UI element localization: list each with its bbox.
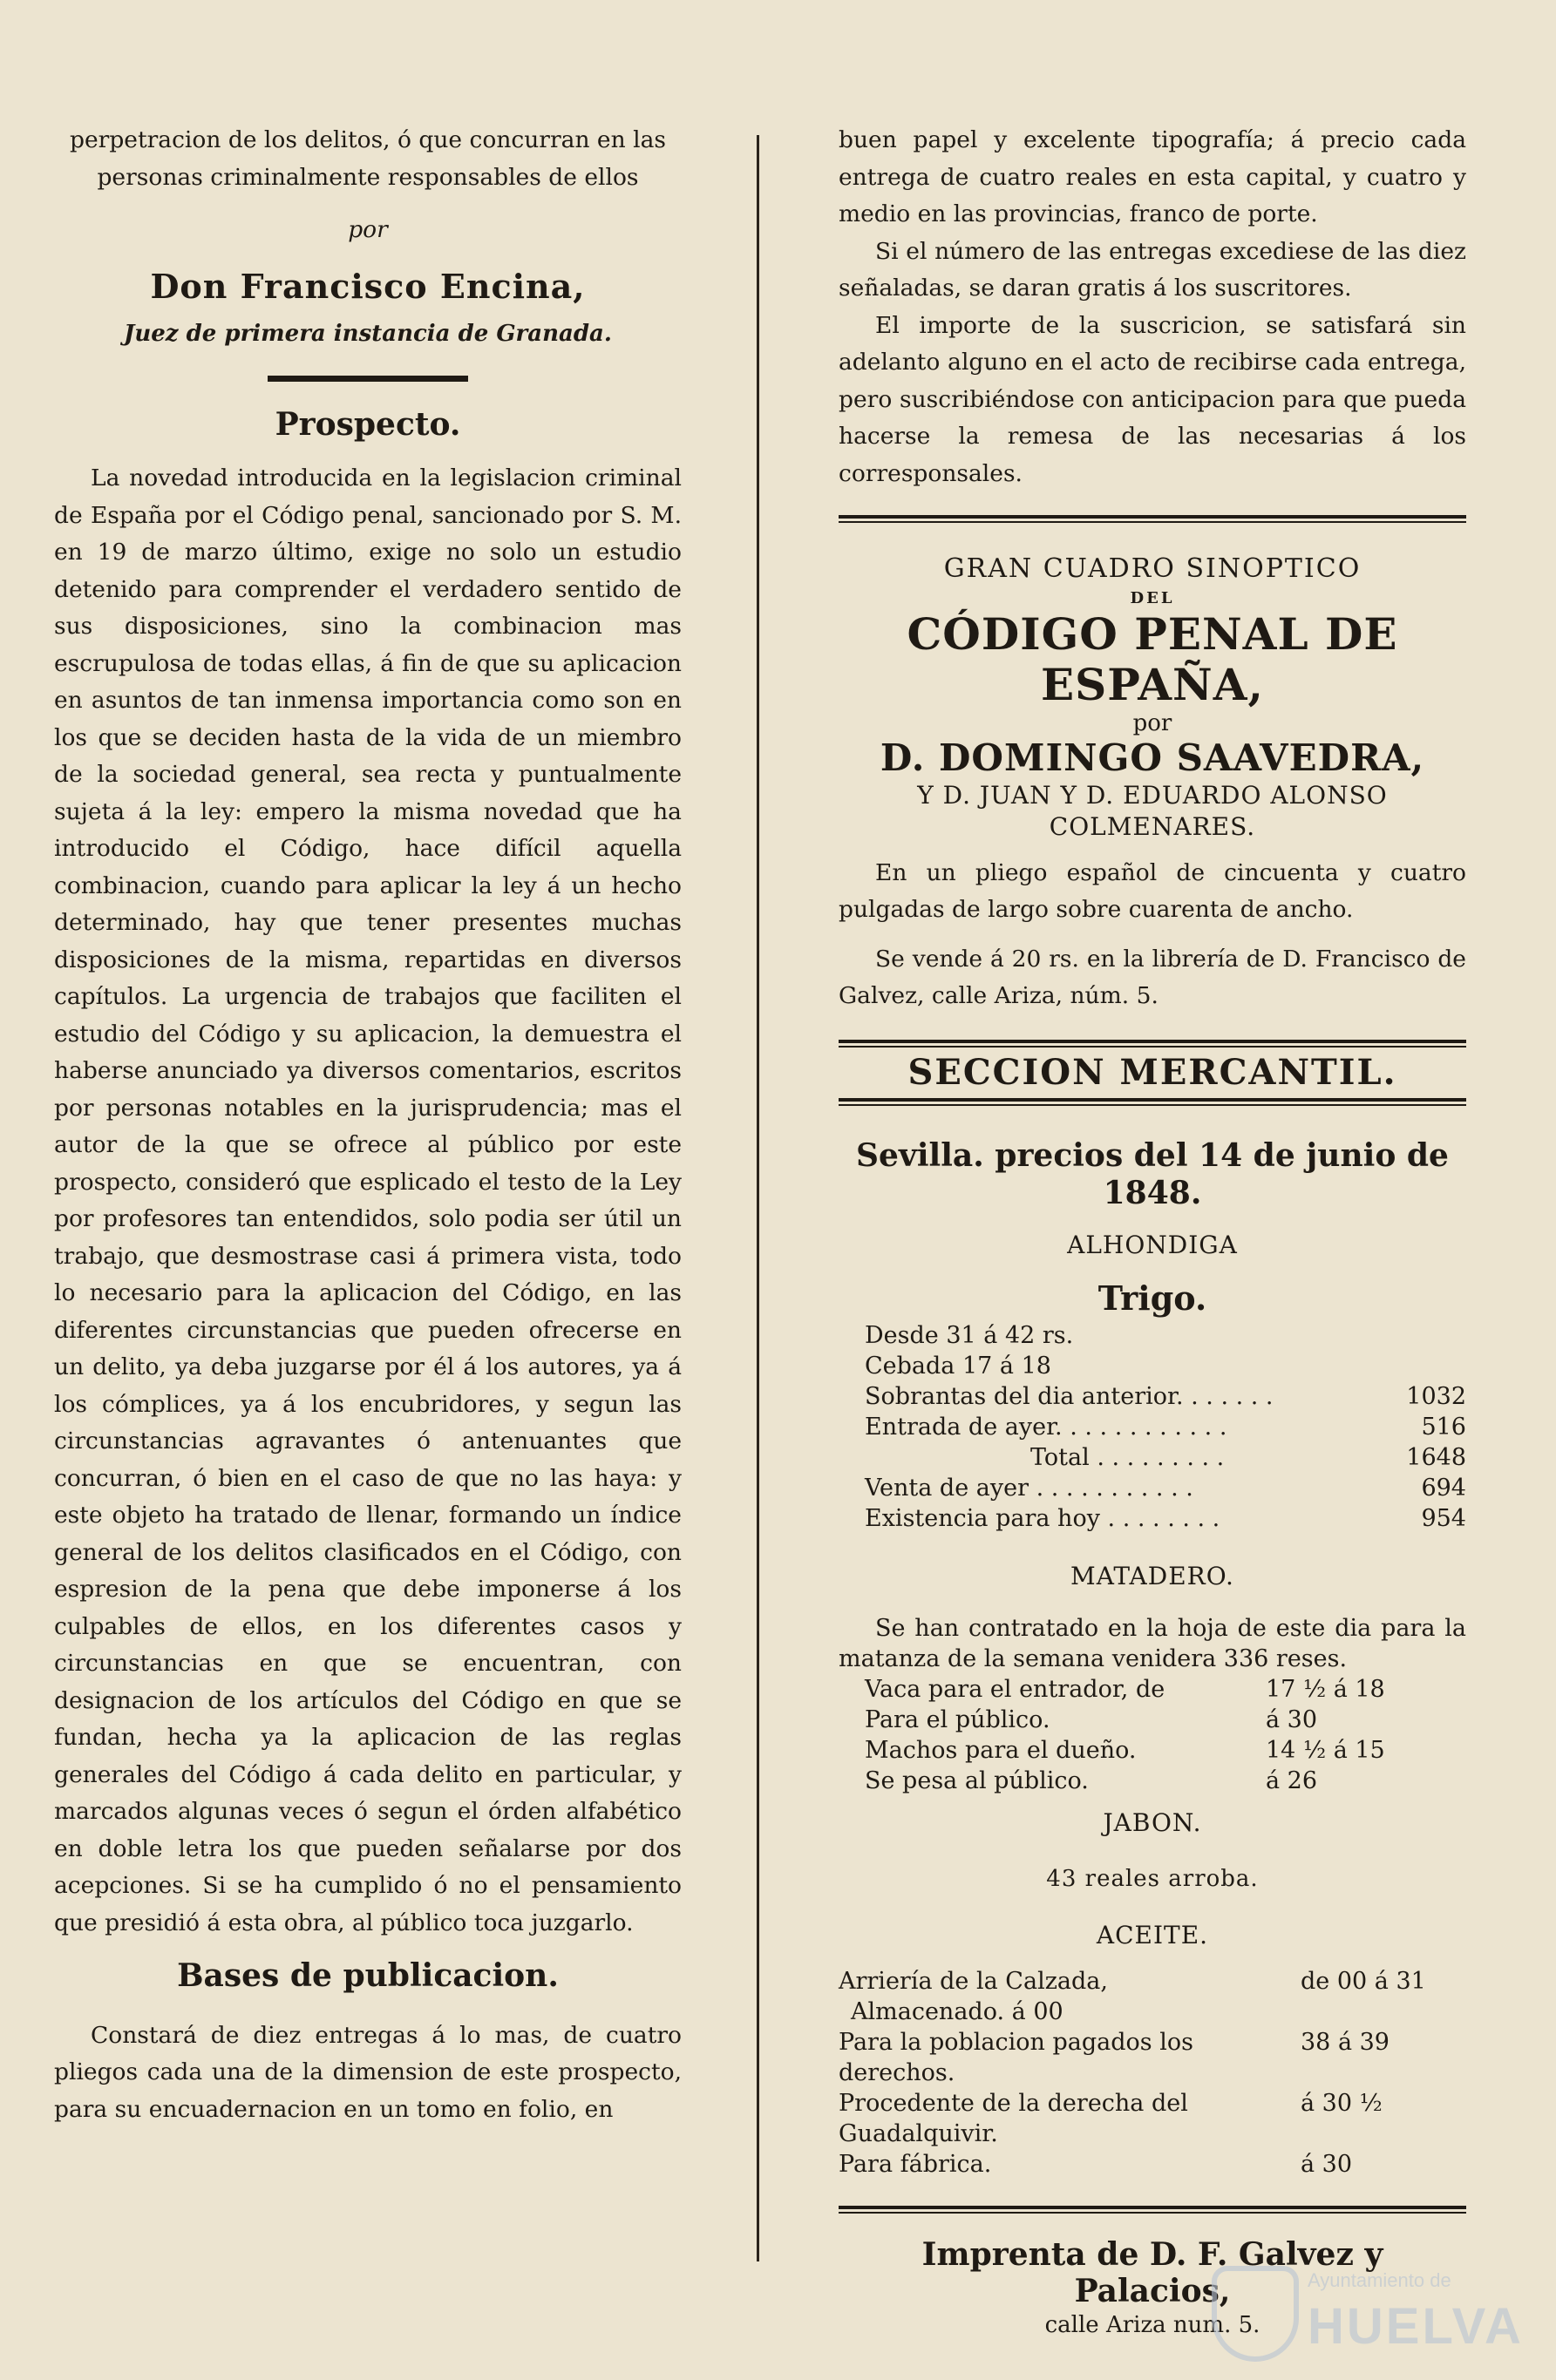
trigo-price-1: Desde 31 á 42 rs. (865, 1322, 1074, 1349)
left-column (54, 122, 682, 2128)
row-value: 1032 (1406, 1383, 1466, 1410)
row-label: Para fábrica. (839, 2151, 992, 2178)
intro-line-1: perpetracion de los delitos, ó que concurran en las (70, 126, 666, 153)
row-value: 14 ½ á 15 (1266, 1736, 1385, 1764)
prospecto-heading: Prospecto. (275, 405, 461, 443)
cuadro-por: por (1132, 709, 1172, 736)
trigo-row (865, 1381, 1466, 1412)
matadero-text: Se han contratado en la hoja de este dia para la matanza de la semana venidera 336 reses. (839, 1614, 1466, 1672)
section-divider (268, 376, 468, 382)
author-name: Don Francisco Encina, (150, 266, 586, 306)
row-label: Machos para el dueño. (865, 1736, 1137, 1764)
row-value: á 30 (1301, 2151, 1353, 2178)
row-value: 516 (1421, 1414, 1466, 1441)
seccion-mercantil: SECCION MERCANTIL. (907, 1051, 1397, 1093)
row-label: Total . . . . . . . . . (1030, 1444, 1225, 1471)
row-value: de 00 á 31 (1301, 1968, 1426, 1995)
aceite-row (839, 2149, 1466, 2180)
row-label: Sobrantas del dia anterior. . . . . . . (865, 1383, 1274, 1410)
alhondiga-heading: ALHONDIGA (1067, 1231, 1238, 1259)
column-divider (757, 135, 759, 2261)
row-label: Para la poblacion pagados los derechos. (839, 2029, 1193, 2086)
jabon-heading: JABON. (1103, 1807, 1202, 1837)
aceite-row (839, 2088, 1466, 2149)
bases-continued: buen papel y excelente tipografía; á precio cada entrega de cuatro reales en esta capital, y cuatro y medio en las provincias, franco de porte. (839, 126, 1466, 227)
right-column (839, 122, 1466, 2341)
bases-paragraph-2: Si el número de las entregas excediese de las diez señaladas, se daran gratis á los suscritores. (839, 237, 1466, 302)
matadero-row (839, 1674, 1466, 1705)
imprenta-line: Imprenta de D. F. Galvez y Palacios, (921, 2236, 1383, 2309)
row-value: 38 á 39 (1301, 2029, 1390, 2056)
matadero-heading: MATADERO. (1070, 1562, 1234, 1590)
row-label: Almacenado. á 00 (851, 1998, 1063, 2025)
watermark-city: HUELVA (1308, 2298, 1524, 2355)
city-seal-icon (1212, 2266, 1299, 2362)
row-label: Se pesa al público. (865, 1766, 1089, 1794)
matadero-row (839, 1705, 1466, 1735)
row-value: á 30 ½ (1301, 2090, 1383, 2117)
codigo-title: CÓDIGO PENAL DE ESPAÑA, (907, 607, 1398, 710)
row-value: 954 (1421, 1505, 1466, 1532)
double-rule (839, 515, 1466, 523)
cuadro-description: En un pliego español de cincuenta y cuatro pulgadas de largo sobre cuarenta de ancho. (839, 858, 1466, 923)
prospecto-text: La novedad introducida en la legislacion criminal de España por el Código penal, sancionado por S. M. en 19 de marzo último, exige no solo un estudio detenido para comprender el verdadero sentido de sus disposiciones, sino la combinacion mas escrupulosa de todas ellas, á fin de que su aplicacion en asuntos de tan inmensa importancia como son en los que se deciden hasta de la vida de un miembro de la sociedad general, sea recta y puntualmente sujeta á la ley: empero la misma novedad que ha introducido el Código, hace difícil aquella combinacion, cuando para aplicar la ley á un hecho determinado, hay que tener presentes muchas disposiciones de la misma, repartidas en diversos capítulos. La urgencia de trabajos que faciliten el estudio del Código y su aplicacion, la demuestra el haberse anunciado ya diversos comentarios, escritos por personas notables en la jurisprudencia; mas el autor de la que se ofrece al público por este prospecto, consideró que esplicado el testo de la Ley por profesores tan entendidos, solo podia ser útil un trabajo, que desmostrase casi á primera vista, todo lo necesario para la aplicacion del Código, en las diferentes circunstancias que pueden ofrecerse en un delito, ya deba juzgarse por él á los autores, ya á los cómplices, ya á los encubridores, y segun las circunstancias agravantes ó antenuantes que concurran, ó bien en el caso de que no las haya: y este objeto ha tratado de llenar, formando un índice general de los delitos clasificados en el Código, con espresion de la pena que debe imponerse á los culpables de ellos, en los diferentes casos y circunstancias en que se encuentran, con designacion de los artículos del Código en que se fundan, hecha ya la aplicacion de las reglas generales del Código á cada delito en particular, y marcados algunas veces ó segun el órden alfabético en doble letra los que pueden señalarse por dos acepciones. Si se ha cumplido ó no el pensamiento que presidió á esta obra, al público toca juzgarlo. (54, 464, 682, 1936)
row-label: Venta de ayer . . . . . . . . . . . (865, 1475, 1193, 1502)
row-label: Procedente de la derecha del Guadalquivir. (839, 2090, 1188, 2147)
trigo-price-2: Cebada 17 á 18 (865, 1353, 1051, 1380)
bases-text: Constará de diez entregas á lo mas, de cuatro pliegos cada una de la dimension de este prospecto, para su encuadernacion en un tomo en folio, en (54, 2021, 682, 2123)
double-rule-4 (839, 2206, 1466, 2214)
double-rule-3 (839, 1098, 1466, 1106)
row-value: 17 ½ á 18 (1266, 1675, 1385, 1703)
bases-heading: Bases de publicacion. (177, 1957, 559, 1994)
row-value (1301, 1997, 1466, 2027)
intro-line-2: personas criminalmente responsables de ellos (97, 163, 639, 191)
matadero-row (839, 1735, 1466, 1766)
row-label: Existencia para hoy . . . . . . . . (865, 1505, 1220, 1532)
row-value: á 26 (1266, 1766, 1318, 1794)
row-label: Para el público. (865, 1705, 1050, 1733)
row-label: Arriería de la Calzada, (839, 1968, 1108, 1995)
row-value: 1648 (1406, 1444, 1466, 1471)
coauthors: Y D. JUAN Y D. EDUARDO ALONSO COLMENARES. (917, 780, 1388, 841)
trigo-row (865, 1442, 1466, 1473)
author-title: Juez de primera instancia de Granada. (124, 321, 612, 347)
cuadro-del: DEL (1130, 588, 1175, 607)
row-label: Entrada de ayer. . . . . . . . . . . . (865, 1414, 1227, 1441)
saavedra-name: D. DOMINGO SAAVEDRA, (880, 736, 1425, 779)
trigo-heading: Trigo. (1097, 1278, 1207, 1318)
matadero-row (839, 1766, 1466, 1796)
cuadro-sale: Se vende á 20 rs. en la librería de D. Francisco de Galvez, calle Ariza, núm. 5. (839, 945, 1466, 1009)
bases-paragraph-3: El importe de la suscricion, se satisfará sin adelanto alguno en el acto de recibirse cada entrega, pero suscribiéndose con anticipacion para que pueda hacerse la remesa de las necesarias á los corresponsales. (839, 311, 1466, 487)
row-value: 694 (1421, 1475, 1466, 1502)
row-value: á 30 (1266, 1705, 1318, 1733)
jabon-price: 43 reales arroba. (1046, 1866, 1259, 1892)
watermark-label: Ayuntamiento de (1308, 2269, 1451, 2291)
row-label: Vaca para el entrador, de (865, 1675, 1165, 1703)
aceite-row (839, 1966, 1466, 1997)
trigo-row (865, 1473, 1466, 1503)
trigo-row (865, 1412, 1466, 1442)
archive-watermark (1212, 2266, 1524, 2362)
imprenta-address: calle Ariza num. 5. (1044, 2312, 1260, 2338)
por-label: por (348, 216, 388, 243)
aceite-row (839, 1997, 1466, 2027)
sevilla-heading: Sevilla. precios del 14 de junio de 1848. (856, 1137, 1449, 1211)
cuadro-title: GRAN CUADRO SINOPTICO (943, 553, 1362, 584)
double-rule-2 (839, 1040, 1466, 1048)
aceite-row (839, 2027, 1466, 2088)
aceite-heading: ACEITE. (1096, 1920, 1209, 1949)
trigo-row (865, 1503, 1466, 1534)
